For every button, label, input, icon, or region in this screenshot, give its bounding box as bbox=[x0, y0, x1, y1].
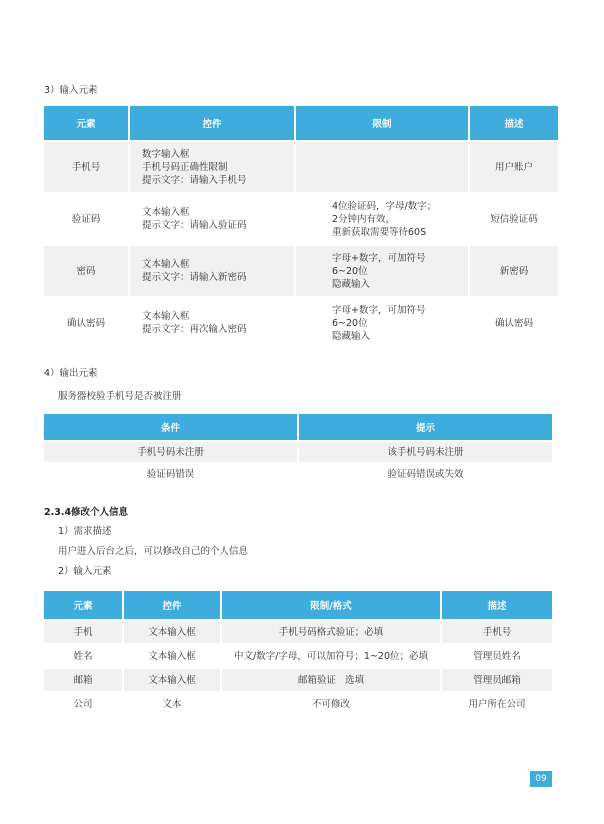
cell-element: 手机 bbox=[44, 621, 122, 643]
table1-header-element: 元素 bbox=[44, 106, 128, 140]
output-description: 服务器校验手机号是否被注册 bbox=[58, 391, 182, 402]
input-elements-table bbox=[42, 104, 560, 350]
cell-hint: 验证码错误或失效 bbox=[299, 464, 552, 484]
table-row bbox=[44, 298, 558, 348]
cell-limit: 不可修改 bbox=[222, 693, 440, 715]
table1-header-desc: 描述 bbox=[470, 106, 558, 140]
table2-header-hint: 提示 bbox=[299, 414, 552, 440]
cell-condition: 验证码错误 bbox=[44, 464, 297, 484]
requirements-description: 用户进入后台之后，可以修改自己的个人信息 bbox=[58, 546, 249, 557]
cell-limit: 邮箱验证 选填 bbox=[222, 669, 440, 691]
cell-condition: 手机号码未注册 bbox=[44, 442, 297, 462]
table3-header-limit: 限制/格式 bbox=[222, 591, 440, 619]
table-row bbox=[44, 464, 552, 484]
control-line: 提示文字：请输入手机号 bbox=[142, 174, 247, 186]
table-row bbox=[44, 194, 558, 244]
section-heading-output-elements: 4）输出元素 bbox=[44, 368, 98, 379]
limit-line: 字母+数字，可加符号 bbox=[332, 252, 426, 264]
cell-element: 姓名 bbox=[44, 645, 122, 667]
control-line: 提示文字：请输入验证码 bbox=[142, 220, 247, 231]
output-elements-table bbox=[42, 412, 554, 486]
table-row bbox=[44, 142, 558, 192]
cell-hint: 该手机号码未注册 bbox=[299, 442, 552, 462]
cell-control bbox=[130, 246, 294, 296]
cell-element: 手机号 bbox=[44, 142, 128, 192]
cell-desc: 手机号 bbox=[442, 621, 552, 643]
control-line: 手机号码正确性限制 bbox=[142, 161, 228, 173]
cell-control bbox=[130, 298, 294, 348]
control-line: 提示文字：再次输入密码 bbox=[142, 324, 247, 335]
cell-element: 确认密码 bbox=[44, 298, 128, 348]
page-number: 09 bbox=[530, 771, 552, 787]
cell-control: 文本输入框 bbox=[124, 621, 220, 643]
cell-desc: 用户账户 bbox=[470, 142, 558, 192]
table3-header-desc: 描述 bbox=[442, 591, 552, 619]
cell-element: 邮箱 bbox=[44, 669, 122, 691]
cell-desc: 管理员姓名 bbox=[442, 645, 552, 667]
table-row bbox=[44, 621, 552, 643]
cell-limit bbox=[296, 142, 468, 192]
limit-line: 隐藏输入 bbox=[332, 278, 371, 290]
limit-line: 6~20位 bbox=[332, 265, 368, 277]
control-line: 文本输入框 bbox=[142, 311, 190, 322]
sub-heading-requirements: 1）需求描述 bbox=[58, 526, 112, 537]
cell-desc: 管理员邮箱 bbox=[442, 669, 552, 691]
cell-element: 公司 bbox=[44, 693, 122, 715]
section-title: 2.3.4修改个人信息 bbox=[44, 507, 129, 518]
cell-element: 验证码 bbox=[44, 194, 128, 244]
cell-control bbox=[130, 142, 294, 192]
table3-header-element: 元素 bbox=[44, 591, 122, 619]
table3-header-control: 控件 bbox=[124, 591, 220, 619]
limit-line: 6~20位 bbox=[332, 317, 368, 329]
cell-desc: 用户所在公司 bbox=[442, 693, 552, 715]
limit-line: 重新获取需要等待60S bbox=[332, 226, 427, 238]
cell-limit: 手机号码格式验证；必填 bbox=[222, 621, 440, 643]
table2-header-condition: 条件 bbox=[44, 414, 297, 440]
control-line: 文本输入框 bbox=[142, 259, 190, 270]
cell-control: 文本输入框 bbox=[124, 645, 220, 667]
sub-heading-input-elements: 2）输入元素 bbox=[58, 566, 112, 577]
limit-line: 2分钟内有效， bbox=[332, 213, 396, 225]
cell-control: 文本 bbox=[124, 693, 220, 715]
cell-control: 文本输入框 bbox=[124, 669, 220, 691]
table-row bbox=[44, 442, 552, 462]
table-row bbox=[44, 246, 558, 296]
limit-line: 字母+数字，可加符号 bbox=[332, 304, 426, 316]
cell-limit: 中文/数字/字母，可以加符号；1~20位；必填 bbox=[222, 645, 440, 667]
limit-line: 4位验证码，字母/数字； bbox=[332, 200, 437, 212]
cell-element: 密码 bbox=[44, 246, 128, 296]
cell-limit bbox=[296, 246, 468, 296]
table-row bbox=[44, 693, 552, 715]
control-line: 文本输入框 bbox=[142, 207, 190, 218]
table1-header-control: 控件 bbox=[130, 106, 294, 140]
profile-input-table bbox=[42, 589, 554, 717]
cell-desc: 短信验证码 bbox=[470, 194, 558, 244]
table1-header-limit: 限制 bbox=[296, 106, 468, 140]
cell-desc: 新密码 bbox=[470, 246, 558, 296]
section-heading-input-elements: 3）输入元素 bbox=[44, 85, 98, 96]
cell-control bbox=[130, 194, 294, 244]
control-line: 数字输入框 bbox=[142, 148, 190, 160]
cell-limit bbox=[296, 298, 468, 348]
cell-limit bbox=[296, 194, 468, 244]
limit-line: 隐藏输入 bbox=[332, 330, 371, 342]
table-row bbox=[44, 669, 552, 691]
control-line: 提示文字：请输入新密码 bbox=[142, 272, 247, 283]
cell-desc: 确认密码 bbox=[470, 298, 558, 348]
table-row bbox=[44, 645, 552, 667]
